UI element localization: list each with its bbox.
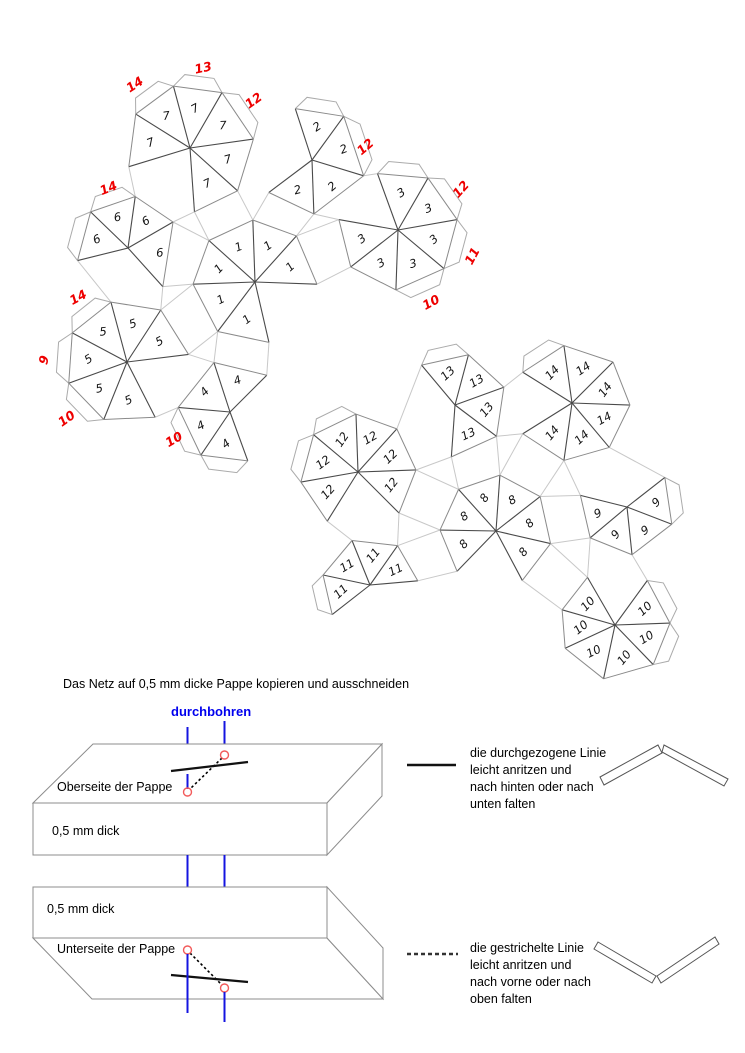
triangle-number: 9 <box>648 494 664 510</box>
red-tab-number: 12 <box>353 135 377 158</box>
glue-tab <box>396 269 444 298</box>
net-fold-edge <box>455 387 504 405</box>
net-fold-edge <box>627 507 632 555</box>
glue-tab <box>523 340 564 372</box>
net-cut-edge <box>173 86 222 92</box>
triangle-number: 14 <box>573 358 594 379</box>
triangle-number: 7 <box>188 100 202 117</box>
triangle-number: 12 <box>381 474 402 495</box>
net-link-line <box>398 513 399 546</box>
net-cut-edge <box>540 497 550 544</box>
net-link-line <box>397 365 422 429</box>
triangle-number: 3 <box>407 255 419 272</box>
triangle-number: 9 <box>591 505 605 522</box>
net-link-line <box>522 580 562 609</box>
triangle-number: 7 <box>161 108 171 124</box>
net-cut-edge <box>78 212 91 261</box>
net-cut-edge <box>111 302 161 310</box>
net-fold-edge <box>572 403 630 405</box>
triangle-number: 4 <box>218 435 233 452</box>
net-fold-edge <box>301 472 358 482</box>
net-link-line <box>214 332 218 363</box>
net-fold-edge <box>190 148 238 191</box>
net-fold-edge <box>451 405 455 457</box>
net-fold-edge <box>615 623 670 625</box>
net-link-line <box>451 457 458 490</box>
net-cut-edge <box>295 109 343 117</box>
triangle-number: 5 <box>127 315 139 332</box>
net-fold-edge <box>352 540 370 585</box>
net-fold-edge <box>339 220 398 230</box>
triangle-number: 7 <box>222 151 234 167</box>
net-cut-edge <box>356 414 397 429</box>
triangle-number: 7 <box>144 134 157 151</box>
legend-text-line: leicht anritzen und <box>470 958 572 972</box>
net-link-line <box>564 460 580 495</box>
red-tab-number: 9 <box>35 353 53 366</box>
thickness-label: 0,5 mm dick <box>52 824 120 838</box>
net-cut-edge <box>500 475 540 496</box>
glue-tab <box>653 623 678 664</box>
net-link-line <box>327 521 352 540</box>
net-cut-edge <box>91 197 136 212</box>
net-cut-edge <box>459 475 500 489</box>
net-link-line <box>399 513 440 530</box>
triangle-number: 7 <box>200 175 214 192</box>
triangle-number: 13 <box>476 399 497 420</box>
triangle-number: 8 <box>505 492 519 508</box>
red-tab-number: 12 <box>241 89 265 112</box>
net-cut-edge <box>209 220 253 240</box>
net-cut-edge <box>440 489 459 530</box>
legend-text-line: unten falten <box>470 797 536 811</box>
triangle-number: 3 <box>426 231 441 247</box>
triangle-number: 6 <box>90 231 103 248</box>
triangle-number: 3 <box>374 254 388 271</box>
red-tab-number: 10 <box>419 291 443 313</box>
triangle-number: 2 <box>292 182 303 198</box>
net-fold-edge <box>255 282 269 342</box>
net-cut-edge <box>69 333 73 383</box>
valley-fold-illustration <box>594 937 719 983</box>
net-fold-edge <box>178 407 230 412</box>
net-triangle-numbers <box>82 100 664 668</box>
net-link-line <box>364 174 378 176</box>
triangle-number: 8 <box>515 544 531 560</box>
net-fold-edge <box>358 470 416 472</box>
triangle-number: 14 <box>541 362 563 383</box>
triangle-number: 11 <box>330 581 351 602</box>
triangle-number: 2 <box>324 178 340 194</box>
net-cut-edge <box>377 174 428 178</box>
net-link-line <box>504 372 523 387</box>
net-fold-edge <box>230 412 248 461</box>
net-fold-edge <box>496 531 551 544</box>
net-cut-edge <box>397 429 416 470</box>
net-link-line <box>194 212 208 241</box>
net-fold-edge <box>255 282 317 284</box>
legend-text-line: die gestrichelte Linie <box>470 941 584 955</box>
net-fold-edge <box>111 302 127 362</box>
net-link-line <box>497 434 523 437</box>
triangle-number: 10 <box>636 627 657 648</box>
net-fold-edge <box>604 625 615 679</box>
net-link-line <box>609 447 665 477</box>
net-cut-edge <box>564 346 613 362</box>
legend-dashed-line <box>407 937 719 1006</box>
net-fold-edge <box>312 160 364 176</box>
triangle-number: 12 <box>312 452 334 473</box>
net-cut-edge <box>163 222 173 287</box>
net-cut-edge <box>214 363 267 376</box>
net-cut-edge <box>351 267 396 290</box>
net-cut-edge <box>562 610 565 648</box>
net-fold-edge <box>564 403 572 460</box>
net-link-line <box>416 457 451 470</box>
net-link-line <box>398 530 440 546</box>
pierce-label: durchbohren <box>171 704 252 719</box>
net-fold-edge <box>564 346 572 403</box>
triangle-number: 10 <box>634 598 655 619</box>
glue-tab <box>665 477 683 524</box>
net-fold-edge <box>398 220 457 230</box>
net-cut-edge <box>314 176 364 214</box>
net-cut-edge <box>238 139 254 191</box>
triangle-number: 13 <box>466 371 487 391</box>
net-cut-edge <box>178 407 201 455</box>
red-tab-number: 14 <box>123 73 146 96</box>
net-cut-edge <box>339 220 351 267</box>
net-fold-edge <box>127 362 155 417</box>
legend-text-line: nach vorne oder nach <box>470 975 591 989</box>
triangle-number: 8 <box>457 508 472 525</box>
glue-tab <box>295 97 343 116</box>
net-cut-edge <box>444 220 457 269</box>
triangle-number: 4 <box>194 417 208 434</box>
triangle-number: 7 <box>218 118 227 133</box>
net-fold-edge <box>129 148 190 167</box>
net-link-line <box>540 495 580 496</box>
net-cut-edge <box>193 241 209 285</box>
net-cut-edge <box>396 269 444 290</box>
net-cut-edge <box>269 192 314 213</box>
net-cut-edge <box>609 405 630 447</box>
triangle-number: 12 <box>380 446 401 467</box>
net-link-line <box>551 544 588 578</box>
triangle-number: 10 <box>570 617 591 638</box>
triangle-number: 14 <box>594 408 614 428</box>
fold-slat <box>662 745 728 786</box>
triangle-number: 2 <box>337 141 350 157</box>
copy-instruction-text: Das Netz auf 0,5 mm dicke Pappe kopieren und ausschneiden <box>63 677 410 691</box>
triangle-number: 3 <box>354 230 369 247</box>
triangle-number: 13 <box>437 363 458 384</box>
net-fold-edge <box>496 531 522 580</box>
legend-text-line: oben falten <box>470 992 532 1006</box>
triangle-number: 8 <box>476 490 493 505</box>
net-link-line <box>317 267 351 284</box>
net-cut-edge <box>523 434 564 461</box>
net-link-line <box>173 222 209 241</box>
net-link-line <box>163 284 193 286</box>
net-fold-edge <box>127 354 189 362</box>
red-tab-number: 10 <box>162 428 186 450</box>
red-tab-number: 14 <box>66 286 90 308</box>
mountain-fold-illustration <box>600 745 728 786</box>
net-cut-edge <box>580 495 590 537</box>
net-cut-edge <box>522 544 550 581</box>
bottom-cardboard-diagram <box>33 887 383 1022</box>
legend-solid-line <box>407 745 728 811</box>
net-cut-edge <box>301 435 314 482</box>
triangle-number: 14 <box>595 379 616 400</box>
net-fold-edge <box>269 160 312 192</box>
net-link-line <box>161 287 163 310</box>
net-link-line <box>314 214 339 220</box>
net-fold-edge <box>214 363 230 412</box>
net-cut-edge <box>161 310 189 354</box>
net-cut-edge <box>604 665 654 679</box>
triangle-number: 5 <box>94 380 105 396</box>
triangle-number: 13 <box>458 424 478 444</box>
net-cut-edge <box>352 540 398 545</box>
net-link-line <box>189 332 218 355</box>
triangle-number: 14 <box>541 422 563 443</box>
triangle-number: 1 <box>214 291 228 308</box>
glue-tab <box>422 344 469 365</box>
net-link-line <box>497 436 500 475</box>
net-fold-edge <box>190 148 194 212</box>
net-link-line <box>173 212 194 222</box>
triangle-number: 1 <box>239 311 254 327</box>
triangle-number: 6 <box>139 212 153 229</box>
red-tab-number: 12 <box>449 177 473 201</box>
net-fold-edge <box>370 581 418 585</box>
net-fold-edge <box>377 174 398 230</box>
top-cardboard-diagram <box>33 721 382 887</box>
net-link-line <box>253 192 269 220</box>
triangle-number: 3 <box>394 184 408 201</box>
red-tab-number: 10 <box>54 407 78 430</box>
net-fold-edge <box>128 197 135 248</box>
net-fold-edge <box>396 230 398 290</box>
red-tab-number: 14 <box>97 177 120 199</box>
fold-slat <box>594 942 656 983</box>
fold-slat <box>600 745 662 785</box>
triangle-number: 4 <box>231 372 244 389</box>
triangle-number: 5 <box>122 392 135 408</box>
net-fold-edge <box>312 160 314 214</box>
net-fold-edge <box>104 362 127 419</box>
net-cut-edge <box>422 355 469 365</box>
bottom-face-label: Unterseite der Pappe <box>57 942 176 956</box>
net-cut-edge <box>104 417 155 419</box>
net-cut-edge <box>632 524 672 555</box>
net-cut-edge <box>653 623 670 664</box>
triangle-number: 8 <box>522 515 537 531</box>
net-fold-edge <box>457 531 496 571</box>
net-cut-edge <box>218 332 269 343</box>
net-cut-edge <box>399 470 416 513</box>
net-link-line <box>588 538 591 578</box>
triangle-number: 5 <box>81 351 96 367</box>
net-fold-edge <box>496 475 500 531</box>
net-cut-edge <box>497 387 504 436</box>
triangle-number: 11 <box>337 555 357 576</box>
net-cut-edge <box>193 284 218 331</box>
thickness-label: 0,5 mm dick <box>47 902 115 916</box>
net-cut-edge <box>253 220 297 236</box>
triangle-number: 2 <box>310 118 324 135</box>
triangle-number: 1 <box>260 237 275 254</box>
fold-slat <box>657 937 719 983</box>
net-cut-edge <box>178 363 214 408</box>
triangle-number: 4 <box>196 384 212 400</box>
net-cut-edge <box>665 477 672 524</box>
net-link-line <box>551 538 591 544</box>
triangle-number: 10 <box>613 647 635 668</box>
triangle-number: 5 <box>152 333 166 350</box>
top-face-label: Oberseite der Pappe <box>57 780 173 794</box>
triangle-number: 10 <box>577 593 598 614</box>
triangle-number: 12 <box>317 481 338 502</box>
net-cut-edge <box>323 575 332 615</box>
triangle-number: 1 <box>282 258 298 275</box>
triangle-number: 1 <box>210 261 227 277</box>
triangle-number: 6 <box>155 245 165 260</box>
net-link-line <box>632 555 647 581</box>
net-cut-edge <box>201 455 248 461</box>
net-cut-edge <box>440 530 457 571</box>
net-fold-edge <box>190 139 253 148</box>
net-cut-edge <box>647 581 670 624</box>
triangle-number: 6 <box>112 209 123 225</box>
net-cut-edge <box>564 447 609 460</box>
net-cut-edge <box>613 362 630 405</box>
net-cut-edge <box>296 236 316 284</box>
net-link-line <box>418 571 457 581</box>
net-fold-edge <box>253 220 255 282</box>
glue-tab <box>291 435 314 482</box>
triangle-number: 9 <box>638 522 652 539</box>
triangle-number: 11 <box>362 545 384 566</box>
triangle-number: 1 <box>232 238 245 255</box>
net-link-line <box>161 284 193 310</box>
net-fold-edge <box>69 362 127 383</box>
triangle-number: 11 <box>385 560 406 580</box>
net-fold-edge <box>323 575 370 585</box>
net-link-line <box>500 434 523 475</box>
triangle-number: 9 <box>607 527 624 542</box>
net-fold-edge <box>627 507 672 524</box>
glue-tab <box>647 581 677 624</box>
legend-text-line: nach hinten oder nach <box>470 780 594 794</box>
glue-tab <box>314 406 356 434</box>
box-top-face <box>33 744 382 803</box>
net-connector-lines <box>78 167 665 610</box>
triangle-number: 3 <box>422 200 435 217</box>
net-fold-edge <box>295 109 312 160</box>
net-cut-edge <box>129 114 136 167</box>
net-fold-edge <box>580 495 627 507</box>
net-link-line <box>267 342 269 375</box>
net-link-line <box>540 460 564 496</box>
net-cut-edge <box>590 538 632 555</box>
glue-tab <box>312 575 332 615</box>
net-link-line <box>416 470 459 489</box>
legend-text-line: die durchgezogene Linie <box>470 746 607 760</box>
net-cut-edge <box>451 436 496 457</box>
triangle-number: 5 <box>98 324 108 339</box>
triangle-number: 8 <box>455 536 472 552</box>
glue-tab <box>56 333 72 383</box>
triangle-number: 10 <box>583 641 604 661</box>
red-tab-number: 13 <box>192 58 214 77</box>
net-link-line <box>129 167 135 197</box>
net-link-line <box>238 191 253 220</box>
net-cut-edge <box>194 191 237 212</box>
triangle-number: 12 <box>360 428 380 448</box>
net-fold-edge <box>398 230 444 272</box>
triangle-number: 12 <box>331 429 352 450</box>
legend-text-line: leicht anritzen und <box>470 763 572 777</box>
triangle-number: 14 <box>571 427 592 448</box>
net-fold-edge <box>440 530 496 531</box>
net-fold-edge <box>78 248 128 261</box>
net-fold-edge <box>193 282 255 284</box>
red-tab-number: 11 <box>461 244 483 268</box>
net-fold-edge <box>356 414 358 472</box>
net-link-line <box>189 354 214 362</box>
